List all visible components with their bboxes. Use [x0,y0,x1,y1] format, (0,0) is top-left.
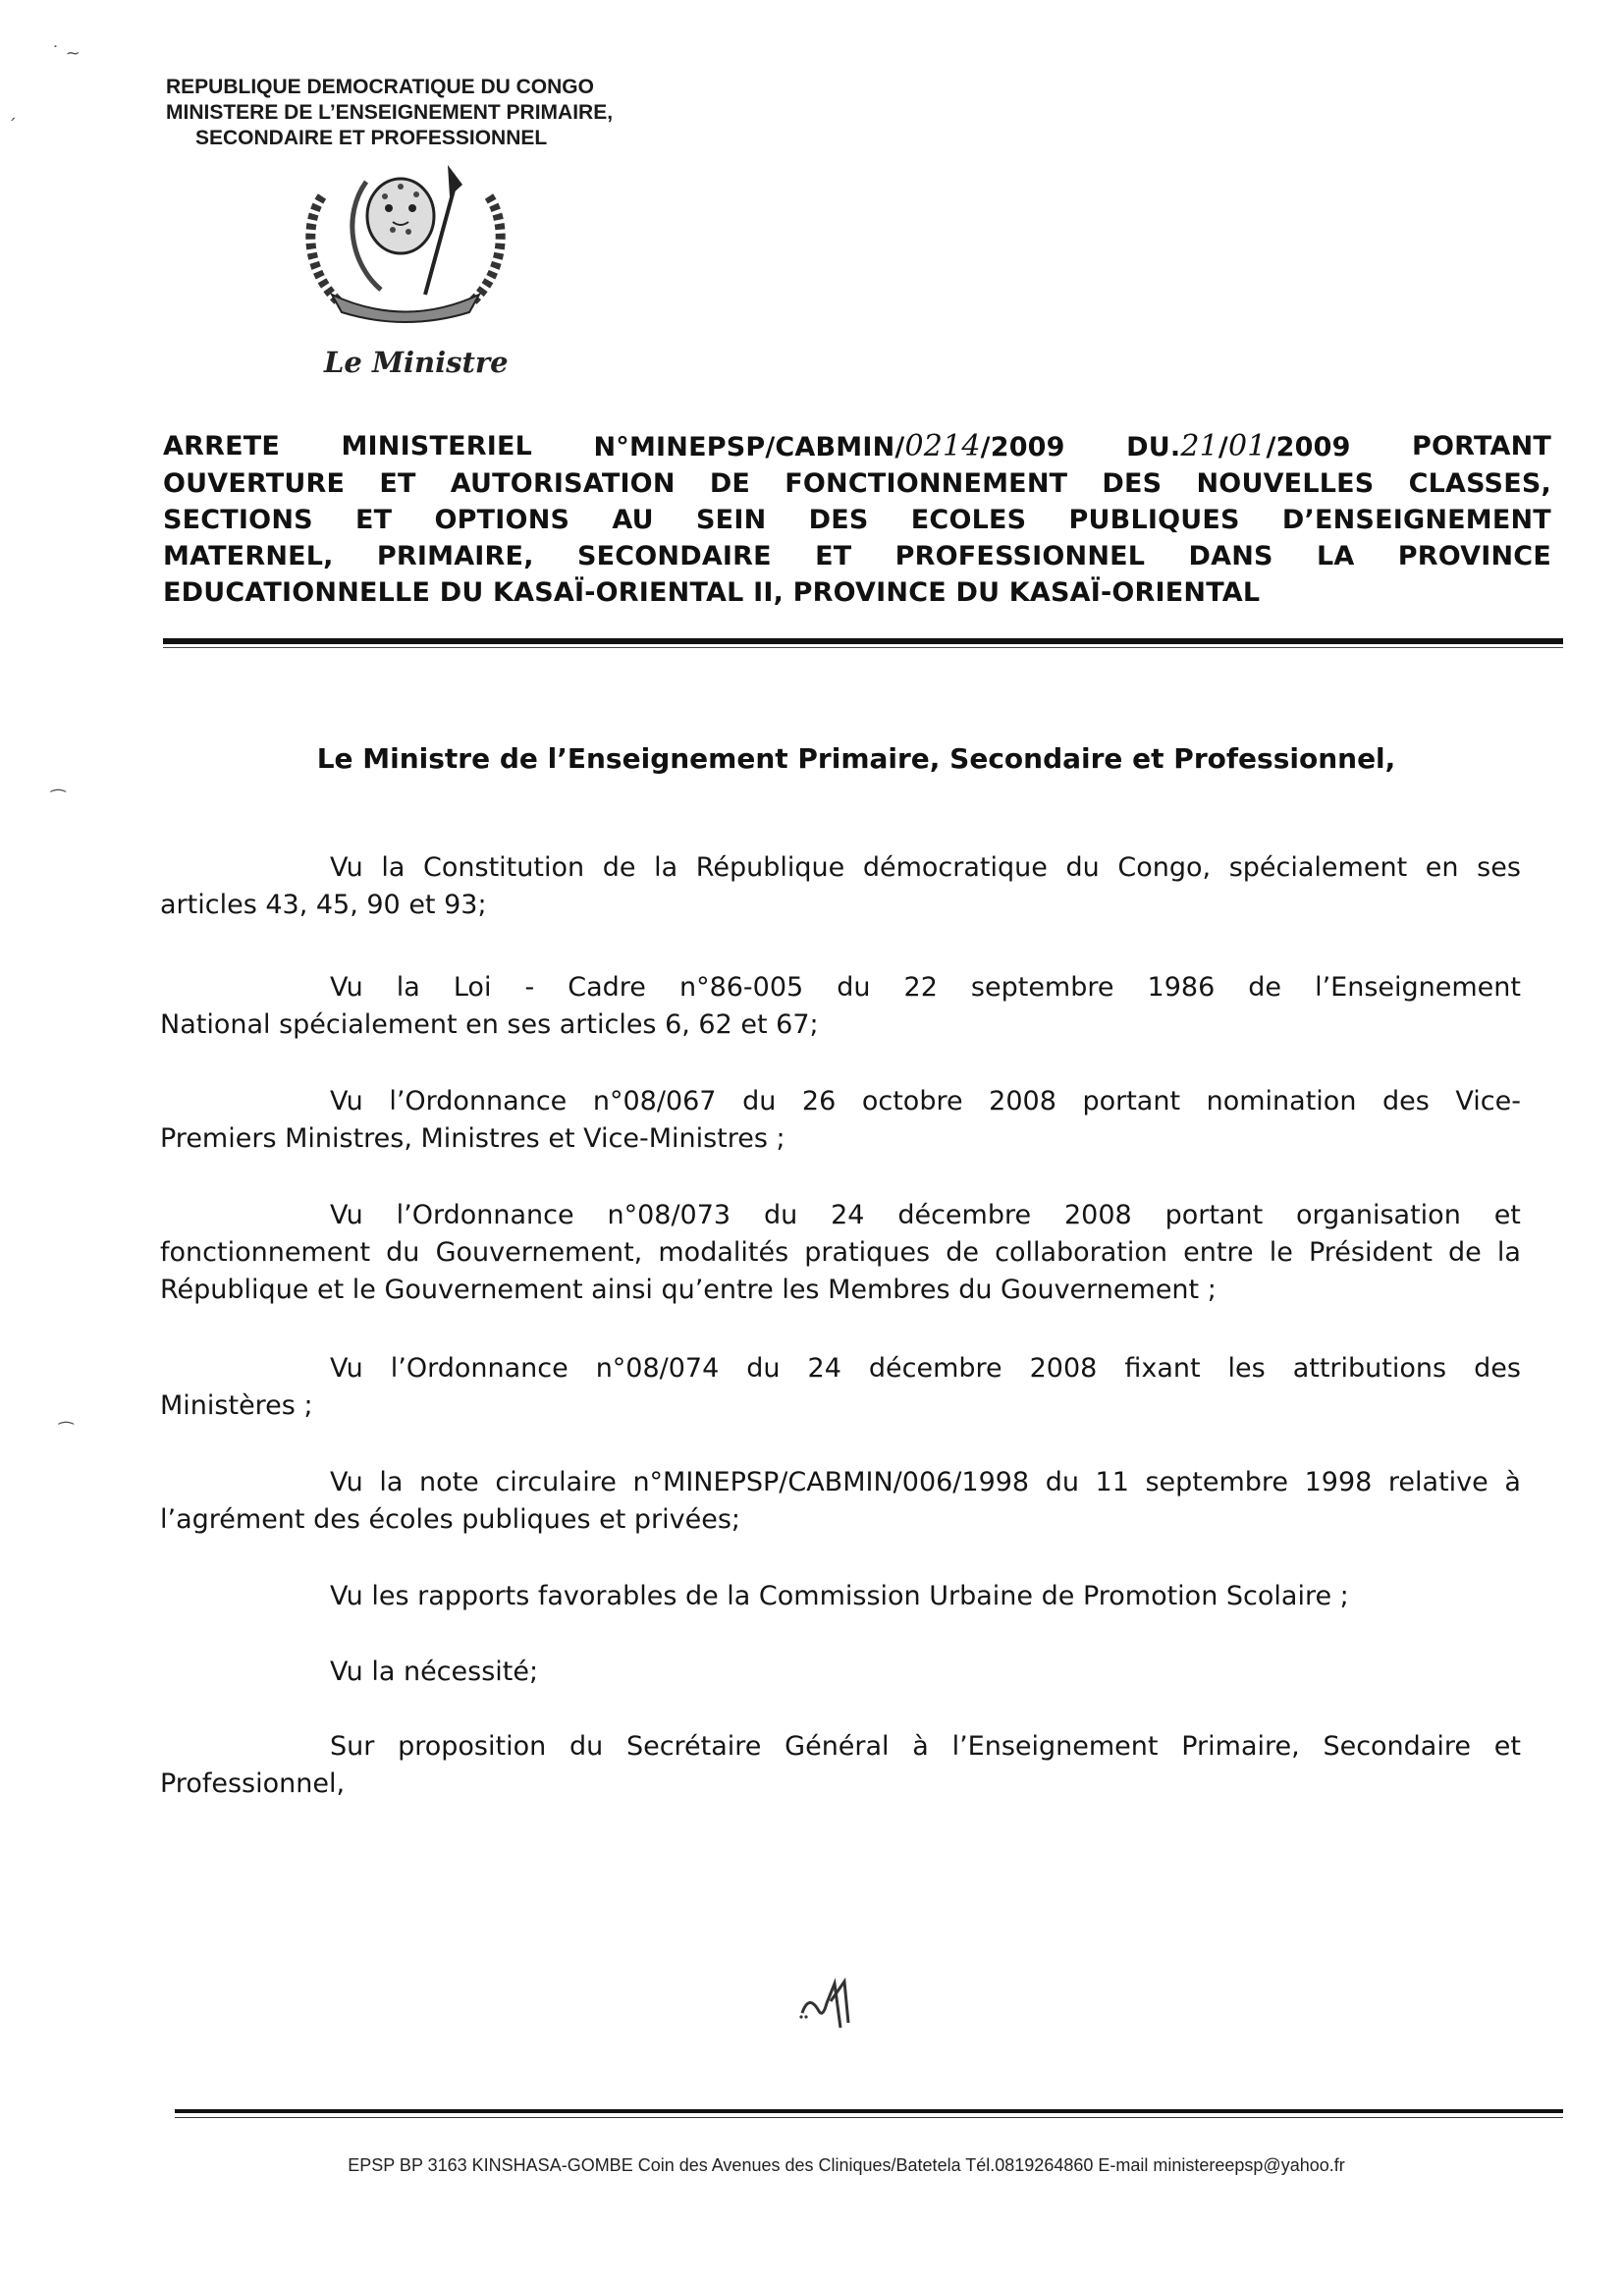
minister-label: Le Ministre [324,346,509,379]
letterhead-country: REPUBLIQUE DEMOCRATIQUE DU CONGO [166,76,594,98]
preamble-paragraph [160,1350,1521,1425]
title-line: MATERNEL, PRIMAIRE, SECONDAIRE ET PROFESSIONNEL DANS LA PROVINCE [163,541,1551,571]
letterhead [166,75,853,151]
paragraph-line: Vu l’Ordonnance n°08/073 du 24 décembre 2008 portant organisation et [330,1200,1521,1230]
scan-mark: ˊ [8,116,17,136]
paragraph-line: National spécialement en ses articles 6, 62 et 67; [160,1009,819,1040]
paragraph-line: République et le Gouvernement ainsi qu’entre les Membres du Gouvernement ; [160,1275,1217,1305]
scan-mark: ⁀ [59,1422,74,1442]
preamble-paragraph [160,1578,1521,1615]
handwritten-month: 01 [1227,429,1267,463]
decree-title [163,428,1551,611]
handwritten-initials [797,1974,866,2042]
scan-mark: ˙ ~ [51,43,81,64]
letterhead-ministry-cont: SECONDAIRE ET PROFESSIONNEL [195,127,548,149]
preamble-paragraph [160,1654,1521,1691]
paragraph-line: Vu la note circulaire n°MINEPSP/CABMIN/006/1998 du 11 septembre 1998 relative à [330,1467,1521,1497]
paragraph-line: Vu la Loi - Cadre n°86-005 du 22 septembre 1986 de l’Enseignement [330,972,1521,1003]
handwritten-number: 0214 [904,429,981,463]
paragraph-line: fonctionnement du Gouvernement, modalités pratiques de collaboration entre le Président de la [160,1237,1521,1268]
paragraph-line: Ministères ; [160,1390,313,1421]
title-line: EDUCATIONNELLE DU KASAÏ-ORIENTAL II, PROVINCE DU KASAÏ-ORIENTAL [163,577,1261,608]
footer-contact: EPSP BP 3163 KINSHASA-GOMBE Coin des Avenues des Cliniques/Batetela Tél.0819264860 E-mail ministereepsp@yahoo.fr [348,2155,1345,2175]
paragraph-line: Professionnel, [160,1768,346,1799]
footer-divider [175,2109,1563,2113]
preamble-paragraph [160,1464,1521,1539]
preamble-paragraph [160,969,1521,1044]
letterhead-ministry: MINISTERE DE L’ENSEIGNEMENT PRIMAIRE, [166,101,614,124]
title-divider [163,638,1563,644]
title-line: SECTIONS ET OPTIONS AU SEIN DES ECOLES PUBLIQUES D’ENSEIGNEMENT [163,505,1551,535]
paragraph-line: Sur proposition du Secrétaire Général à l’Enseignement Primaire, Secondaire et [330,1731,1521,1762]
paragraph-line: articles 43, 45, 90 et 93; [160,890,487,920]
paragraph-line: Vu les rapports favorables de la Commission Urbaine de Promotion Scolaire ; [330,1581,1349,1611]
footer-divider-thin [175,2117,1563,2118]
title-divider-thin [163,647,1563,648]
paragraph-line: l’agrément des écoles publiques et privées; [160,1504,741,1535]
paragraph-line: Vu la Constitution de la République démocratique du Congo, spécialement en ses [330,852,1521,883]
paragraph-line: Vu l’Ordonnance n°08/074 du 24 décembre 2008 fixant les attributions des [330,1353,1521,1384]
preamble-paragraph [160,1728,1521,1803]
minister-heading: Le Ministre de l’Enseignement Primaire, Secondaire et Professionnel, [316,742,1396,775]
preamble-paragraph [160,849,1521,924]
drc-coat-of-arms-icon [283,157,528,329]
paragraph-line: Vu l’Ordonnance n°08/067 du 26 octobre 2008 portant nomination des Vice- [330,1086,1521,1116]
paragraph-line: Premiers Ministres, Ministres et Vice-Ministres ; [160,1123,785,1154]
title-line: ARRETE MINISTERIEL N°MINEPSP/CABMIN/0214/2009 DU.21/01/2009 PORTANT [163,429,1551,463]
handwritten-day: 21 [1180,429,1218,463]
scan-mark: ⁀ [51,789,66,810]
preamble-paragraph [160,1083,1521,1158]
preamble-paragraph [160,1197,1521,1309]
title-line: OUVERTURE ET AUTORISATION DE FONCTIONNEMENT DES NOUVELLES CLASSES, [163,468,1551,499]
paragraph-line: Vu la nécessité; [330,1657,539,1687]
